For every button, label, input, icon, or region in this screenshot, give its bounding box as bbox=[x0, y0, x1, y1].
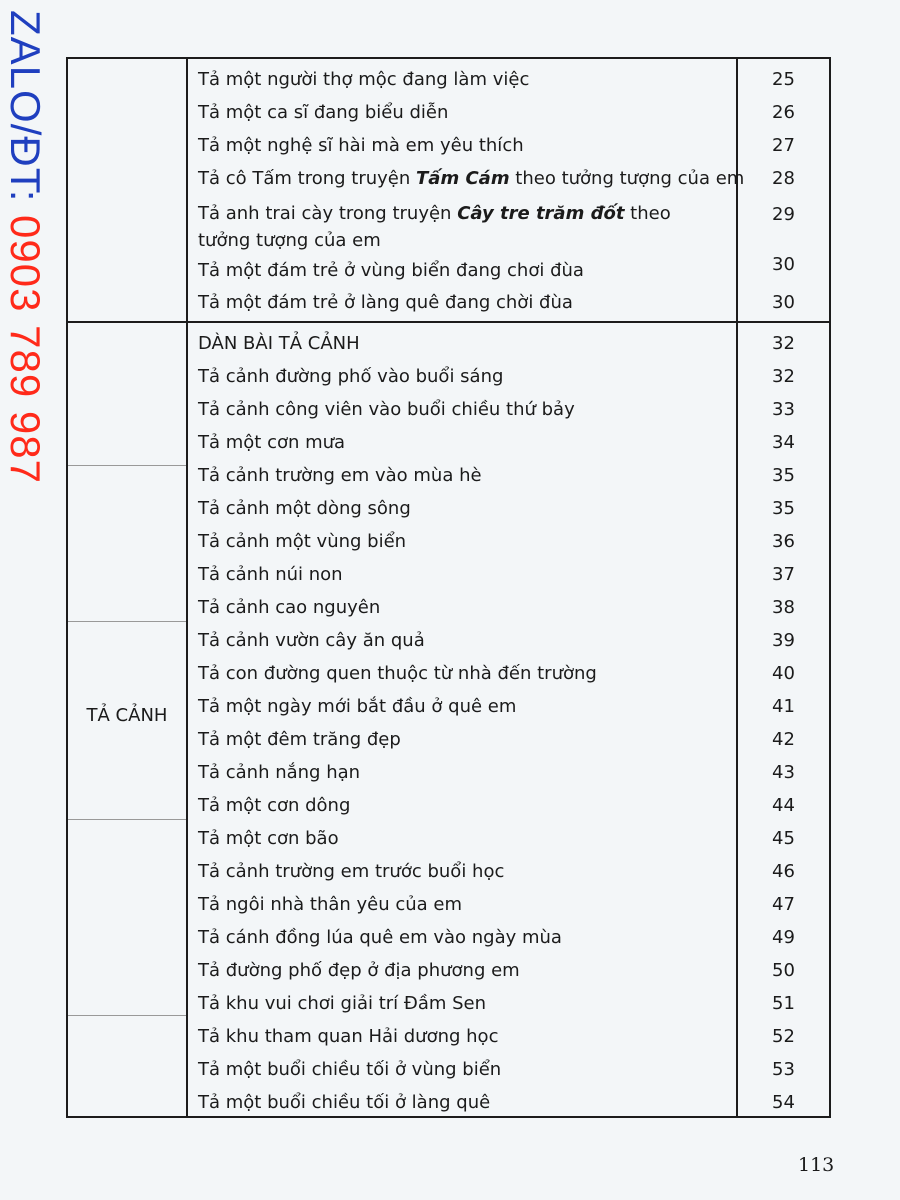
entry-title: Tả cảnh vườn cây ăn quả bbox=[198, 630, 425, 651]
story-title: Cây tre trăm đốt bbox=[457, 203, 625, 224]
entry-title: Tả con đường quen thuộc từ nhà đến trường bbox=[198, 663, 597, 684]
entry-page: 33 bbox=[772, 399, 795, 420]
entry-page: 35 bbox=[772, 498, 795, 519]
entry-page: 52 bbox=[772, 1026, 795, 1047]
entry-title: Tả một đám trẻ ở làng quê đang chời đùa bbox=[198, 292, 573, 313]
entry-page: 50 bbox=[772, 960, 795, 981]
entry-page: 30 bbox=[772, 254, 795, 275]
entry-page: 43 bbox=[772, 762, 795, 783]
group-divider bbox=[68, 621, 186, 622]
entry-title: Tả cô Tấm trong truyện Tấm Cám theo tưởng tượng của em bbox=[198, 168, 745, 189]
entry-page: 51 bbox=[772, 993, 795, 1014]
table-of-contents bbox=[66, 57, 831, 1118]
entry-page: 45 bbox=[772, 828, 795, 849]
entry-title: Tả cảnh một vùng biển bbox=[198, 531, 407, 552]
story-title: Tấm Cám bbox=[416, 168, 510, 189]
entry-title: Tả một đêm trăng đẹp bbox=[198, 729, 401, 750]
entry-title: Tả đường phố đẹp ở địa phương em bbox=[198, 960, 520, 981]
entry-page: 28 bbox=[772, 168, 795, 189]
section-divider bbox=[68, 321, 829, 323]
entry-page: 32 bbox=[772, 366, 795, 387]
entry-title: Tả một cơn dông bbox=[198, 795, 351, 816]
entry-page: 40 bbox=[772, 663, 795, 684]
entry-page: 44 bbox=[772, 795, 795, 816]
entry-title: Tả cánh đồng lúa quê em vào ngày mùa bbox=[198, 927, 562, 948]
watermark-label: ZALO/ĐT: bbox=[2, 10, 49, 203]
entry-title: Tả một đám trẻ ở vùng biển đang chơi đùa bbox=[198, 260, 584, 281]
entry-page: 47 bbox=[772, 894, 795, 915]
entry-title: Tả cảnh nắng hạn bbox=[198, 762, 361, 783]
watermark bbox=[2, 10, 49, 484]
entry-page: 53 bbox=[772, 1059, 795, 1080]
entry-title: Tả cảnh đường phố vào buổi sáng bbox=[198, 366, 504, 387]
group-divider bbox=[68, 1015, 186, 1016]
entry-title: Tả một cơn mưa bbox=[198, 432, 346, 453]
entry-title: Tả cảnh công viên vào buổi chiều thứ bảy bbox=[198, 399, 575, 420]
watermark-phone: 0903 789 987 bbox=[2, 215, 49, 484]
entry-title: Tả khu vui chơi giải trí Đầm Sen bbox=[198, 993, 487, 1014]
group-divider bbox=[68, 465, 186, 466]
category-label: TẢ CẢNH bbox=[86, 705, 168, 726]
entry-title: Tả cảnh cao nguyên bbox=[198, 597, 381, 618]
entry-title: Tả một ngày mới bắt đầu ở quê em bbox=[198, 696, 517, 717]
page-number: 113 bbox=[798, 1154, 835, 1176]
entry-title: Tả anh trai cày trong truyện Cây tre trăm đốt theo tưởng tượng của em bbox=[198, 203, 671, 251]
entry-title: Tả cảnh trường em trước buổi học bbox=[198, 861, 505, 882]
entry-title: Tả một cơn bão bbox=[198, 828, 339, 849]
entry-page: 49 bbox=[772, 927, 795, 948]
entry-page: 25 bbox=[772, 69, 795, 90]
entry-page: 39 bbox=[772, 630, 795, 651]
section-heading: DÀN BÀI TẢ CẢNH bbox=[198, 333, 360, 354]
entry-title: Tả cảnh núi non bbox=[198, 564, 343, 585]
entry-title: Tả ngôi nhà thân yêu của em bbox=[198, 894, 463, 915]
entry-page: 54 bbox=[772, 1092, 795, 1113]
entry-page: 37 bbox=[772, 564, 795, 585]
entry-page: 41 bbox=[772, 696, 795, 717]
entry-title: Tả cảnh một dòng sông bbox=[198, 498, 411, 519]
entry-page: 27 bbox=[772, 135, 795, 156]
entry-page: 34 bbox=[772, 432, 795, 453]
entry-page: 36 bbox=[772, 531, 795, 552]
entry-title: Tả một nghệ sĩ hài mà em yêu thích bbox=[198, 135, 524, 156]
entry-page: 29 bbox=[772, 204, 795, 225]
entry-page: 30 bbox=[772, 292, 795, 313]
entry-page: 38 bbox=[772, 597, 795, 618]
entry-page: 46 bbox=[772, 861, 795, 882]
entry-title: Tả một người thợ mộc đang làm việc bbox=[198, 69, 530, 90]
entry-page: 32 bbox=[772, 333, 795, 354]
entry-title: Tả một buổi chiều tối ở vùng biển bbox=[198, 1059, 502, 1080]
entry-page: 35 bbox=[772, 465, 795, 486]
entry-page: 26 bbox=[772, 102, 795, 123]
entry-title: Tả cảnh trường em vào mùa hè bbox=[198, 465, 482, 486]
entry-title: Tả một ca sĩ đang biểu diễn bbox=[198, 102, 449, 123]
entry-page: 42 bbox=[772, 729, 795, 750]
column-divider bbox=[186, 59, 188, 1116]
entry-title: Tả khu tham quan Hải dương học bbox=[198, 1026, 499, 1047]
entry-title: Tả một buổi chiều tối ở làng quê bbox=[198, 1092, 491, 1113]
group-divider bbox=[68, 819, 186, 820]
